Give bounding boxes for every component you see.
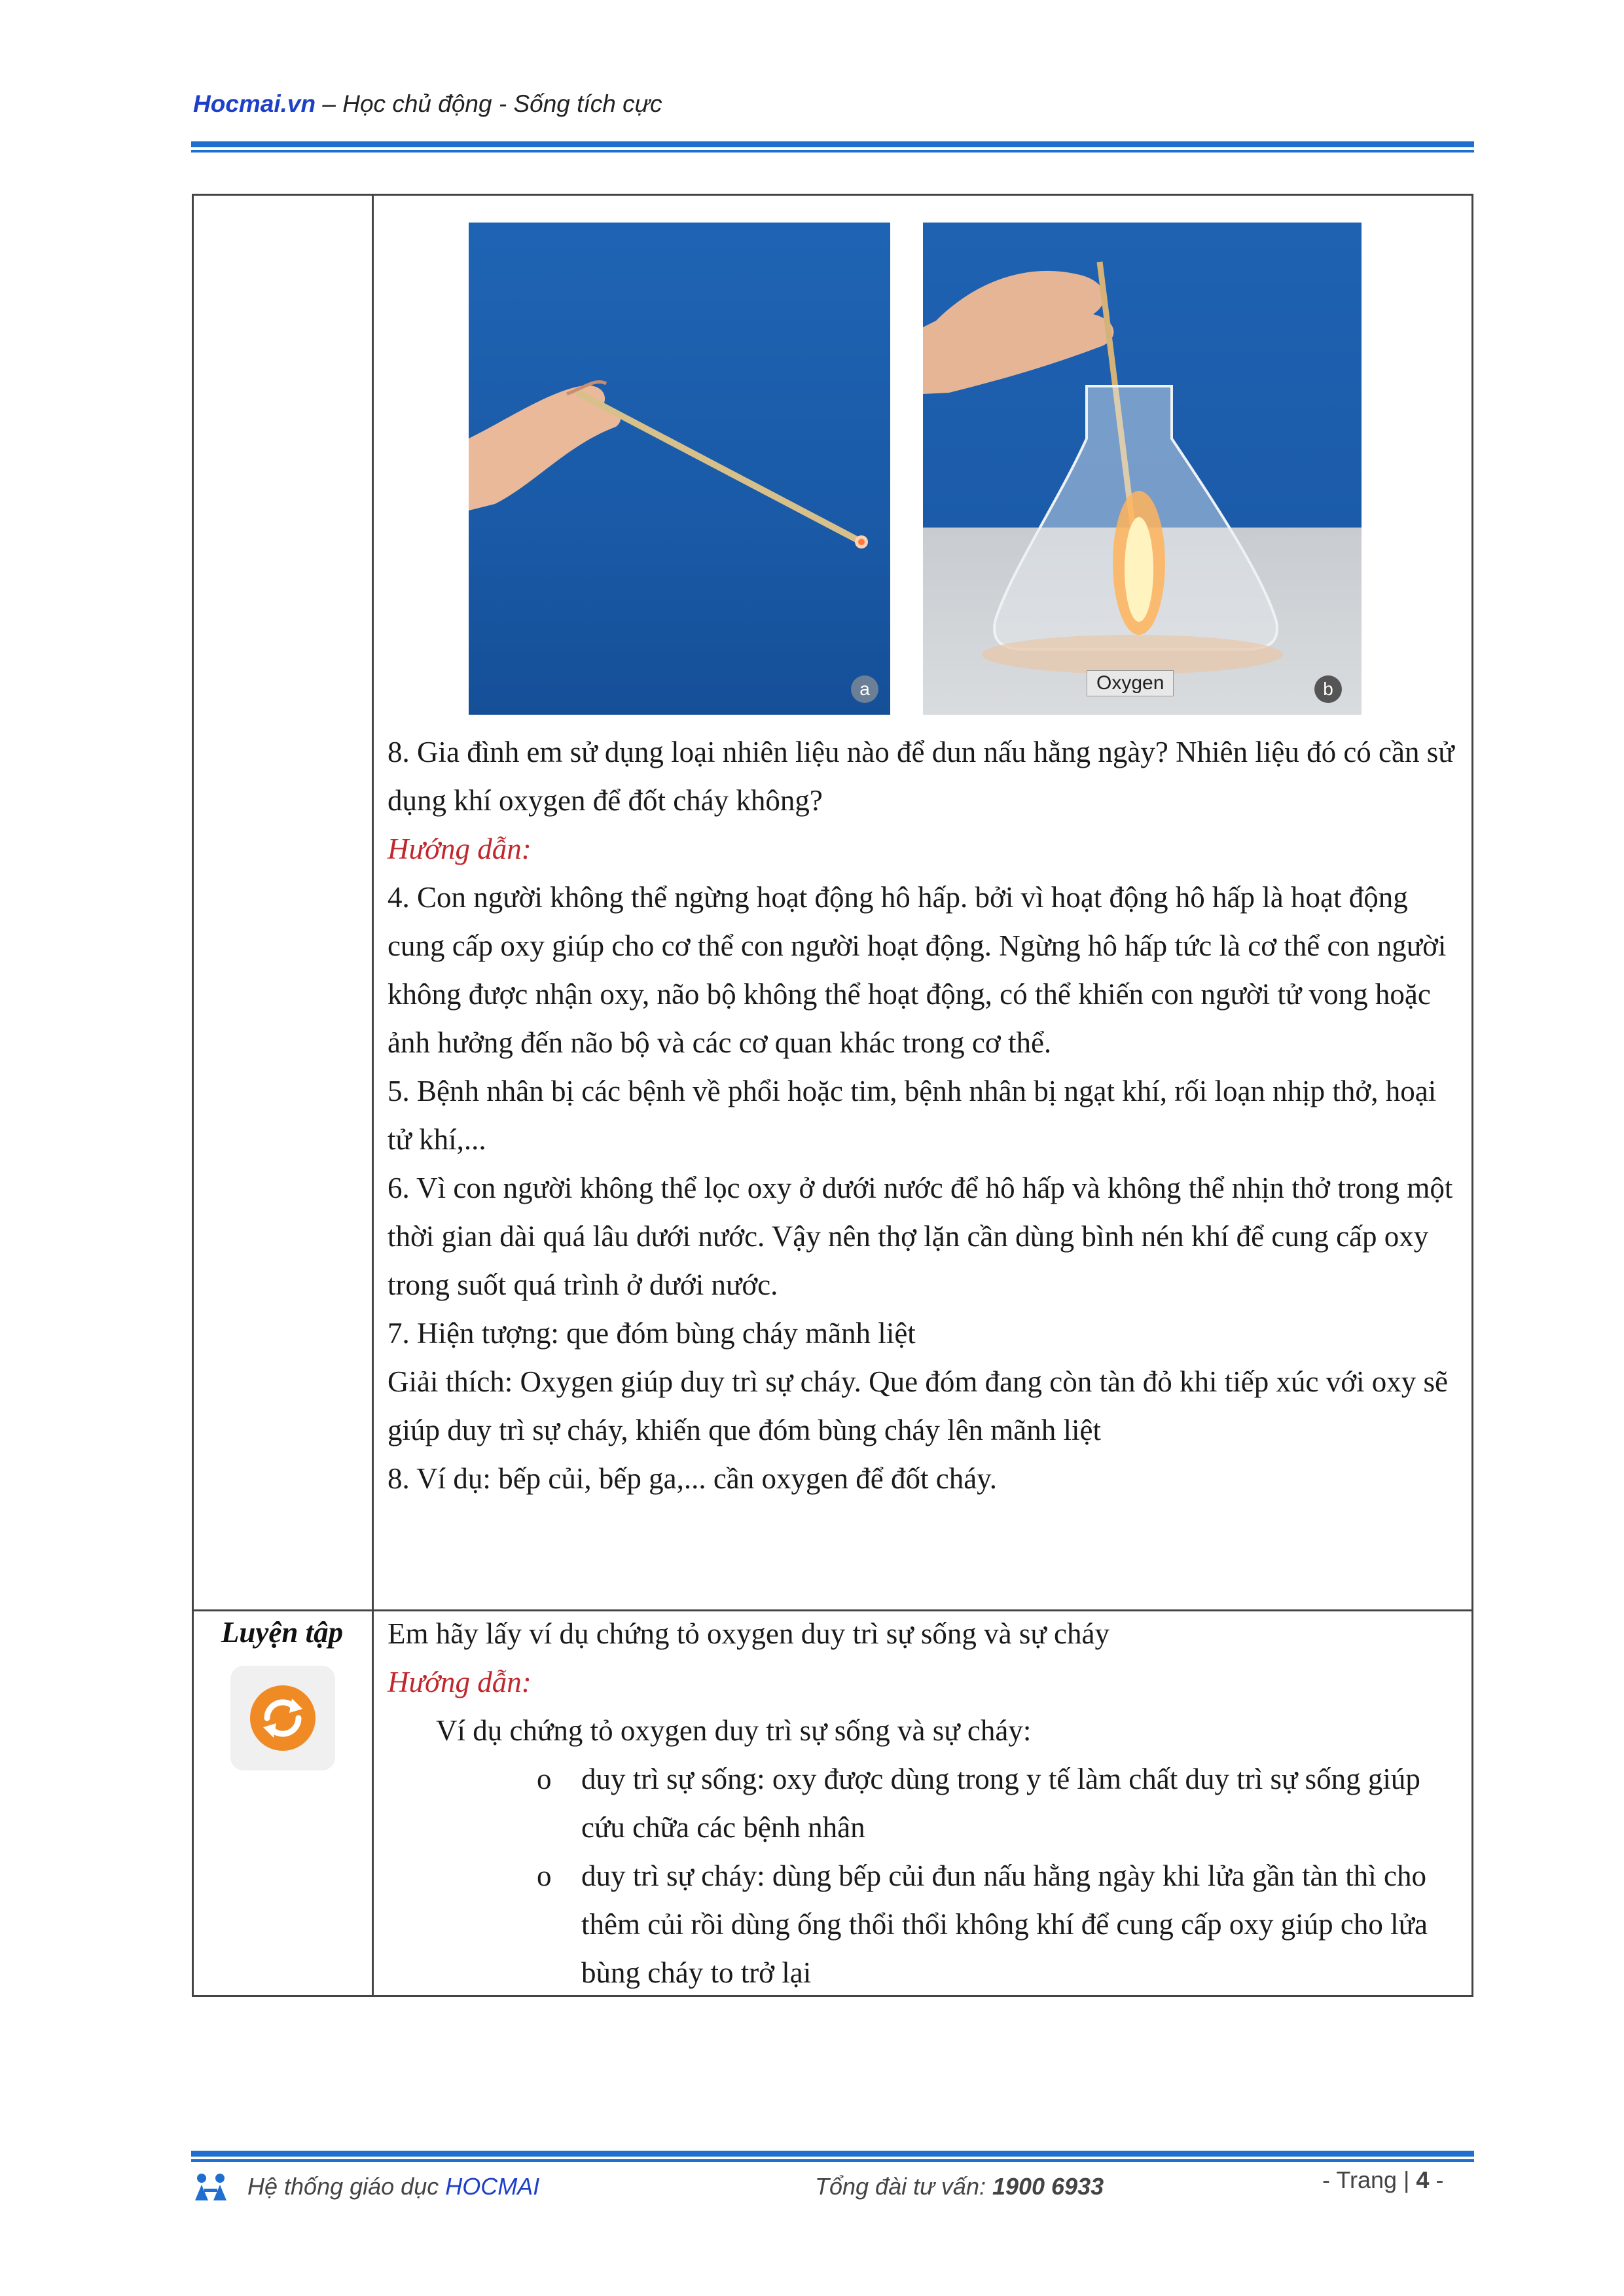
header-tagline: – Học chủ động - Sống tích cực xyxy=(316,90,662,117)
hand-splint-illustration xyxy=(469,223,890,715)
photo-splint-oxygen xyxy=(923,223,1362,715)
footer-hotline-prefix: Tổng đài tư vấn: xyxy=(815,2173,992,2200)
answer-7: 7. Hiện tượng: que đóm bùng cháy mãnh liệt xyxy=(388,1317,916,1350)
footer-system-prefix: Hệ thống giáo dục xyxy=(247,2173,446,2200)
footer-system-brand[interactable]: HOCMAI xyxy=(445,2173,540,2200)
bullet-text: duy trì sự cháy: dùng bếp củi đun nấu hằng ngày khi lửa gần tàn thì cho thêm củi rồi dùng ống thổi thổi không khí để cung cấp oxy giúp cho lửa bùng cháy to trở lại xyxy=(581,1859,1428,1989)
photo-splint-air xyxy=(469,223,890,715)
header-rule-thick xyxy=(191,141,1474,147)
footer-hotline-number[interactable]: 1900 6933 xyxy=(992,2173,1104,2200)
oxygen-label: Oxygen xyxy=(1087,670,1174,696)
page-prefix: - Trang | xyxy=(1322,2166,1416,2193)
table-column-divider xyxy=(372,194,374,1997)
answer-4: 4. Con người không thể ngừng hoạt động hô hấp. bởi vì hoạt động hô hấp là hoạt động cung cấp oxy giúp cho cơ thể con người hoạt động. Ngừng hô hấp tức là cơ thể con người không được nhận oxy, não bộ không thể hoạt động, có thể khiến con người tử vong hoặc ảnh hưởng đến não bộ và các cơ quan khác trong cơ thể. xyxy=(388,881,1447,1059)
page-number: 4 xyxy=(1416,2166,1430,2193)
answer-8: 8. Ví dụ: bếp củi, bếp ga,... cần oxygen để đốt cháy. xyxy=(388,1462,998,1495)
answer-5: 5. Bệnh nhân bị các bệnh về phổi hoặc tim, bệnh nhân bị ngạt khí, rối loạn nhịp thở, hoại tử khí,... xyxy=(388,1075,1437,1156)
bullet-mark: o xyxy=(537,1859,552,1892)
answer-7-explanation: Giải thích: Oxygen giúp duy trì sự cháy. Que đóm đang còn tàn đỏ khi tiếp xúc với oxy sẽ giúp duy trì sự cháy, khiến que đóm bùng cháy lên mãnh liệt xyxy=(388,1365,1448,1446)
page-suffix: - xyxy=(1429,2166,1444,2193)
hocmai-logo-icon xyxy=(191,2172,232,2204)
footer-system xyxy=(247,2173,539,2200)
practice-label: Luyện tập xyxy=(221,1616,344,1649)
footer-rule-thin xyxy=(191,2159,1474,2162)
footer-rule-thick xyxy=(191,2151,1474,2157)
practice-content xyxy=(388,1609,1461,1997)
bullet-mark: o xyxy=(537,1763,552,1795)
practice-bullet-life xyxy=(388,1755,1461,1852)
practice-bullet-fire xyxy=(388,1852,1461,1997)
guide-label: Hướng dẫn: xyxy=(388,833,532,865)
practice-question: Em hãy lấy ví dụ chứng tỏ oxygen duy trì sự sống và sự cháy xyxy=(388,1617,1110,1650)
footer-page-number xyxy=(1322,2166,1443,2194)
bullet-text: duy trì sự sống: oxy được dùng trong y tế làm chất duy trì sự sống giúp cứu chữa các bệnh nhân xyxy=(581,1763,1420,1844)
practice-guide-label: Hướng dẫn: xyxy=(388,1666,532,1698)
panel-a-badge: a xyxy=(851,675,878,703)
practice-refresh-icon xyxy=(230,1666,335,1770)
brand-name[interactable]: Hocmai.vn xyxy=(193,90,316,117)
question-8: 8. Gia đình em sử dụng loại nhiên liệu nào để dun nấu hằng ngày? Nhiên liệu đó có cần sử dụng khí oxygen để đốt cháy không? xyxy=(388,736,1454,817)
practice-intro: Ví dụ chứng tỏ oxygen duy trì sự sống và sự cháy: xyxy=(436,1714,1032,1747)
header-rule-thin xyxy=(191,150,1474,152)
main-content xyxy=(388,728,1461,1503)
panel-b-badge: b xyxy=(1314,675,1342,703)
answer-6: 6. Vì con người không thể lọc oxy ở dưới nước để hô hấp và không thể nhịn thở trong một thời gian dài quá lâu dưới nước. Vậy nên thợ lặn cần dùng bình nén khí để cung cấp oxy trong suốt quá trình ở dưới nước. xyxy=(388,1172,1453,1301)
page-header xyxy=(193,90,662,118)
footer-hotline xyxy=(815,2173,1104,2200)
flask-flame-illustration xyxy=(923,223,1362,715)
